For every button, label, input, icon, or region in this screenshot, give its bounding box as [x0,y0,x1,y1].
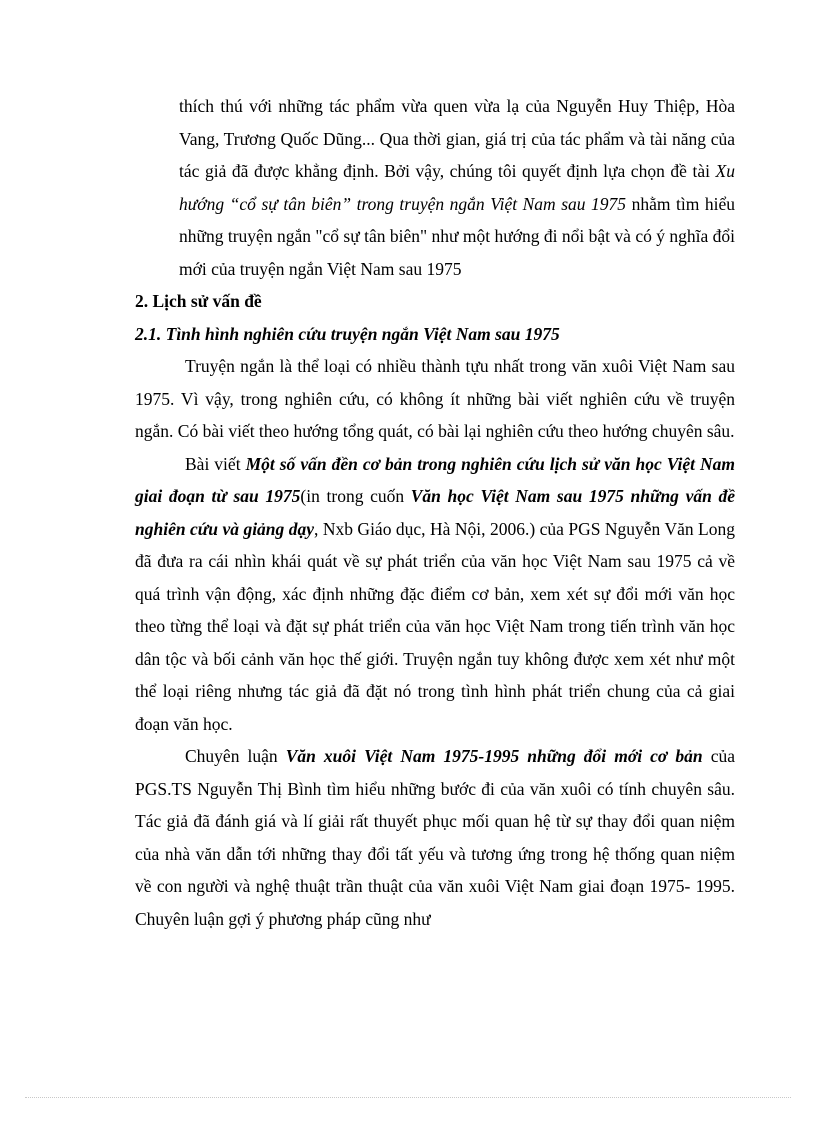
paragraph-2-text-1: Bài viết [185,453,246,474]
body-text [135,90,735,935]
page-bottom-divider [25,1097,791,1098]
book-title: Văn học Việt Nam sau 1975 những vấn đề nghiên cứu và giảng dạy [135,486,735,539]
section-heading-2-1: 2.1. Tình hình nghiên cứu truyện ngắn Việt Nam sau 1975 [135,323,560,344]
intro-paragraph [135,90,735,285]
monograph-title: Văn xuôi Việt Nam 1975-1995 những đổi mới cơ bản [285,746,703,766]
article-title: Một số vấn đền cơ bản trong nghiên cứu lịch sử văn học Việt Nam giai đoạn từ sau 1975 [135,453,735,506]
paragraph-2 [135,448,735,741]
topic-title: Xu hướng “cổ sự tân biên” trong truyện ngắn Việt Nam sau 1975 [179,161,735,214]
paragraph-3 [135,740,735,935]
paragraph-2-text-2: (in trong cuốn [300,486,411,506]
intro-text-1: thích thú với những tác phẩm vừa quen vừa lạ của Nguyễn Huy Thiệp, Hòa Vang, Trương Quốc Dũng... Qua thời gian, giá trị của tác phẩm và tài năng của tác giả đã được khẳng định. Bởi vậy, chúng tôi quyết định lựa chọn đề tài [179,96,735,181]
intro-text-2: nhằm tìm hiểu những truyện ngắn "cổ sự tân biên" như một hướng đi nổi bật và có ý nghĩa đổi mới của truyện ngắn Việt Nam sau 1975 [179,193,735,279]
paragraph-2-text-3: , Nxb Giáo dục, Hà Nội, 2006.) của PGS Nguyễn Văn Long đã đưa ra cái nhìn khái quát về sự phát triển của văn học Việt Nam sau 1975 cả về quá trình vận động, xác định những đặc điểm cơ bản, xem xét sự đổi mới văn học theo từng thể loại và đặt sự phát triển của văn học Việt Nam trong tiến trình văn học dân tộc và bối cảnh văn học thế giới. Truyện ngắn tuy không được xem xét như một thể loại riêng nhưng tác giả đã đặt nó trong tình hình phát triển chung của cả giai đoạn văn học. [135,518,735,734]
paragraph-3-text-1: Chuyên luận [185,746,286,766]
paragraph-3-text-2: của PGS.TS Nguyễn Thị Bình tìm hiểu những bước đi của văn xuôi có tính chuyên sâu. Tác giả đã đánh giá và lí giải rất thuyết phục mối quan hệ từ sự thay đổi quan niệm của nhà văn dẫn tới những thay đổi tất yếu và tương ứng trong hệ thống quan niệm về con người và nghệ thuật trần thuật của văn xuôi Việt Nam giai đoạn 1975- 1995. Chuyên luận gợi ý phương pháp cũng như [135,746,735,929]
section-heading-2: 2. Lịch sử vấn đề [135,291,262,311]
paragraph-1: Truyện ngắn là thể loại có nhiều thành tựu nhất trong văn xuôi Việt Nam sau 1975. Vì vậy, trong nghiên cứu, có không ít những bài viết nghiên cứu về truyện ngắn. Có bài viết theo hướng tổng quát, có bài lại nghiên cứu theo hướng chuyên sâu. [135,356,735,441]
